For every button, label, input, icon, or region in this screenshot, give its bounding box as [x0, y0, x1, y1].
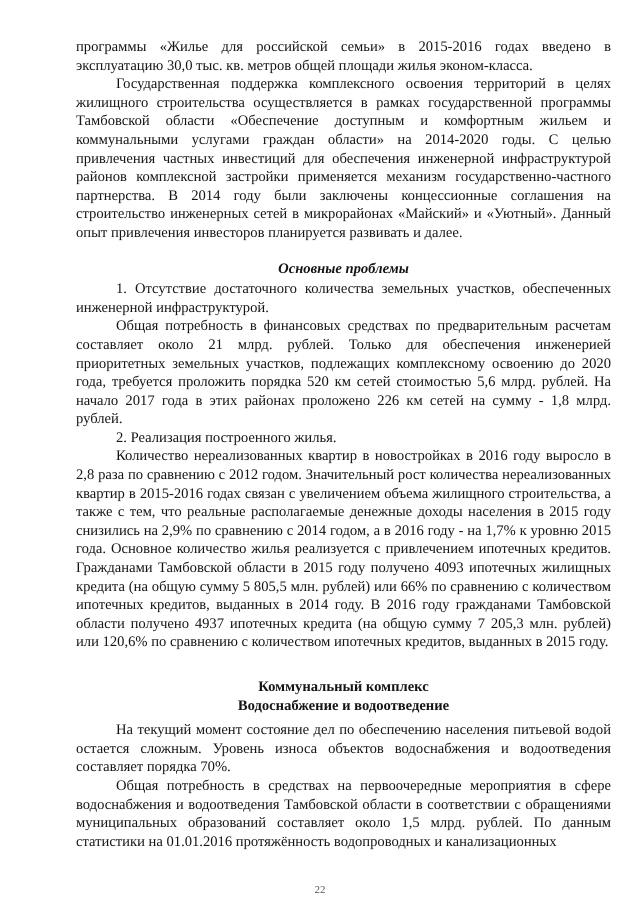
problem-item-2-text: Количество нереализованных квартир в новостройках в 2016 году выросло в 2,8 раза по сравнению с 2012 годом. Значительный рост количества нереализованных квартир в 2015-2016 годах связан с увеличением объема жилищного строительства, а также с тем, что реальные располагаемые денежные доходы населения в 2015 году снизились на 2,9% по сравнению с 2014 годом, а в 2016 году - на 1,7% к уровню 2015 года. Основное количество жилья реализуется с привлечением ипотечных кредитов. Гражданами Тамбовской области в 2015 году получено 4093 ипотечных жилищных кредита (на общую сумму 5 805,5 млн. рублей) или 66% по сравнению с количеством ипотечных кредитов, выданных в 2014 году. В 2016 году гражданами Тамбовской области получено 4937 ипотечных кредита (на общую сумму 7 205,3 млн. рублей) или 120,6% по сравнению с количеством ипотечных кредитов, выданных в 2015 году. [76, 448, 611, 651]
problem-item-1: 1. Отсутствие достаточного количества земельных участков, обеспеченных инженерной инфраструктурой. [76, 281, 611, 316]
paragraph-water-state: На текущий момент состояние дел по обеспечению населения питьевой водой остается сложным. Уровень износа объектов водоснабжения и водоотведения составляет порядка 70%. [76, 722, 611, 776]
paragraph-water-funding: Общая потребность в средствах на первоочередные мероприятия в сфере водоснабжения и водоотведения Тамбовской области в соответствии с обращениями муниципальных образований составляет около 1,5 млрд. рублей. По данным статистики на 01.01.2016 протяжённость водопроводных и канализационных [76, 777, 611, 850]
paragraph-housing-program: программы «Жилье для российской семьи» в 2015-2016 годах введено в эксплуатацию 30,0 тыс. кв. метров общей площади жилья эконом-класса. [76, 39, 611, 74]
problem-item-2: 2. Реализация построенного жилья. [116, 429, 337, 446]
heading-communal-complex: Коммунальный комплекс [258, 679, 429, 695]
paragraph-state-support: Государственная поддержка комплексного освоения территорий в целях жилищного строительства осуществляется в рамках государственной программы Тамбовской области «Обеспечение доступным и комфортным жильем и коммунальными услугами граждан области» на 2014-2020 годы. С целью привлечения частных инвестиций для обеспечения инженерной инфраструктурой районов комплексной застройки применяется механизм государственно-частного партнерства. В 2014 году были заключены концессионные соглашения на строительство инженерных сетей в микрорайонах «Майский» и «Уютный». Данный опыт привлечения инвесторов планируется развивать и далее. [76, 76, 611, 241]
heading-water-supply: Водоснабжение и водоотведение [237, 697, 450, 714]
page-number: 22 [314, 884, 326, 896]
heading-main-problems: Основные проблемы [278, 260, 409, 277]
document-page [76, 38, 611, 851]
problem-item-1-text: Общая потребность в финансовых средствах по предварительным расчетам составляет около 21 млрд. рублей. Только для обеспечения инженерией приоритетных земельных участков, подлежащих комплексному освоению до 2020 года, требуется проложить порядка 520 км сетей стоимостью 5,6 млрд. рублей. На начало 2017 года в этих районах проложено 226 км сетей на сумму - 1,8 млрд. рублей. [76, 318, 611, 428]
